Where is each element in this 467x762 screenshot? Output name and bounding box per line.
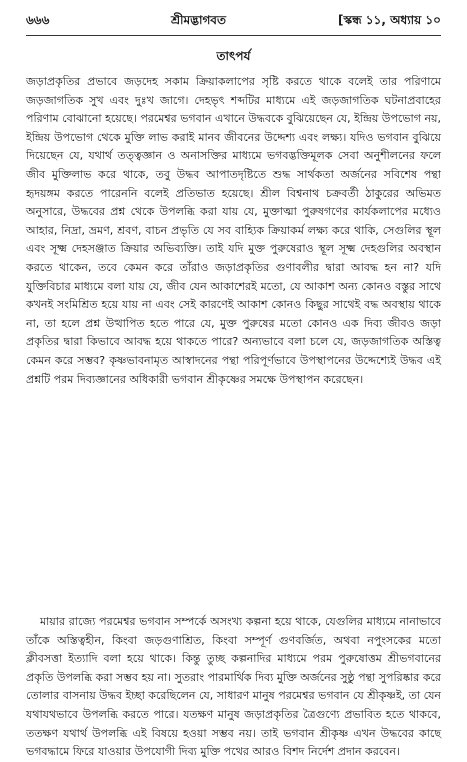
- page-number: ৬৬৬: [26, 13, 50, 27]
- page-header: [26, 12, 441, 32]
- purport-heading: তাৎপর্য: [216, 49, 251, 63]
- book-title: শ্রীমদ্ভাগবত: [170, 13, 226, 27]
- purport-paragraph-1: জড়াপ্রকৃতির প্রভাবে জড়দেহ সকাম ক্রিয়াকলাপের সৃষ্টি করতে থাকে বলেই তার পরিণামে জড়জাগতিক সুখ এবং দুঃখ জাগে। দেহভৃৎ শব্দটির মাধ্যমে এই জড়জাগতিক ঘটনাপ্রবাহের পরিণাম বোঝানো হয়েছে। পরমেশ্বর ভগবান এখানে উদ্ধবকে বুঝিয়েছেন যে, ইন্দ্রিয় উপভোগ নয়, ইন্দ্রিয় উপভোগ থেকে মুক্তি লাভ করাই মানব জীবনের উদ্দেশ্য এবং লক্ষ্য। যদিও ভগবান বুঝিয়ে দিয়েছেন যে, যথার্থ তত্ত্বজ্ঞান ও অনাসক্তির মাধ্যমে ভগবদ্ভক্তিমূলক সেবা অনুশীলনের ফলে জীব মুক্তিলাভ করে থাকে, তবু উদ্ধব আপাতদৃষ্টিতে শুদ্ধ সার্থকতা অর্জনের সবিশেষ পন্থা হৃদয়ঙ্গম করতে পারেননি বলেই প্রতিভাত হয়েছে। শ্রীল বিশ্বনাথ চক্রবর্তী ঠাকুরের অভিমত অনুসারে, উদ্ধবের প্রশ্ন থেকে উপলব্ধি করা যায় যে, মুক্তাত্মা পুরুষগণের কার্যকলাপের মধ্যেও আহার, নিদ্রা, ভ্রমণ, শ্রবণ, বাচন প্রভৃতি যে সব বাহ্যিক ক্রিয়াকর্ম লক্ষ্য করে থাকি, সেগুলির স্থূল এবং সূক্ষ্ম দেহসঞ্জাত ক্রিয়ার অভিব্যক্তি। তাই যদি মুক্ত পুরুষেরাও স্থূল সূক্ষ্ম দেহগুলির অবস্থান করতে থাকেন, তবে কেমন করে তাঁরাও জড়াপ্রকৃতির গুণাবলীর দ্বারা আবদ্ধ হন না? যদি যুক্তিবিচার মাধ্যমে বলা যায় যে, জীব যেন আকাশেরই মতো, যে আকাশ অন্য কোনও বস্তুর সাথে কখনই সংমিশ্রিত হয়ে যায় না এবং সেই কারণেই আকাশ কোনও কিছুর সাথেই বদ্ধ অবস্থায় থাকে না, তা হলে প্রশ্ন উত্থাপিত হতে পারে যে, মুক্ত পুরুষের মতো কোনও এক দিব্য জীবও জড়া প্রকৃতির দ্বারা কিভাবে আবদ্ধ হয়ে থাকতে পারে? অন্যভাবে বলা চলে যে, জড়জাগতিক অস্তিত্ব কেমন করে সম্ভব? কৃষ্ণভাবনামৃত আস্বাদনের পন্থা পরিপূর্ণভাবে উপস্থাপনের উদ্দেশ্যেই উদ্ধব এই প্রশ্নটি পরম দিব্যজ্ঞানের অধিকারী ভগবান শ্রীকৃষ্ণের সমক্ষে উপস্থাপন করেছেন।: [26, 75, 441, 386]
- header-rule: [26, 35, 441, 36]
- chapter-reference: [স্কন্ধ ১১, অধ্যায় ১০: [337, 13, 441, 27]
- purport-paragraph-2: মায়ার রাজ্যে পরমেশ্বর ভগবান সম্পর্কে অসংখ্য কল্পনা হয়ে থাকে, যেগুলির মাধ্যমে নানাভাবে তাঁকে অস্তিত্বহীন, কিংবা জড়গুণাশ্রিত, কিংবা সম্পূর্ণ গুণবর্জিত, অথবা নপুংসকের মতো ক্লীবসত্তা ইত্যাদি বলা হয়ে থাকে। কিন্তু তুচ্ছ কল্পনাদির মাধ্যমে পরম পুরুষোত্তম শ্রীভগবানের প্রকৃতি উপলব্ধি করা সম্ভব হয় না। সুতরাং পারমার্থিক দিব্য মুক্তি অর্জনের সুষ্ঠু পন্থা সুপরিষ্কার করে তোলার বাসনায় উদ্ধব ইচ্ছা করেছিলেন যে, সাধারণ মানুষ পরমেশ্বর ভগবান যে শ্রীকৃষ্ণই, তা যেন যথাযথভাবে উপলব্ধি করতে পারে। যতক্ষণ মানুষ জড়াপ্রকৃতির ত্রৈগুণ্যে প্রভাবিত হতে থাকবে, ততক্ষণ যথার্থ উপলব্ধি এই বিষয়ে হওয়া সম্ভব নয়। তাই ভগবান শ্রীকৃষ্ণ এখন উদ্ধবের কাছে ভগবদ্ধামে ফিরে যাওয়ার উপযোগী দিব্য মুক্তি পথের আরও বিশদ নির্দেশ প্রদান করবেন।: [26, 615, 441, 759]
